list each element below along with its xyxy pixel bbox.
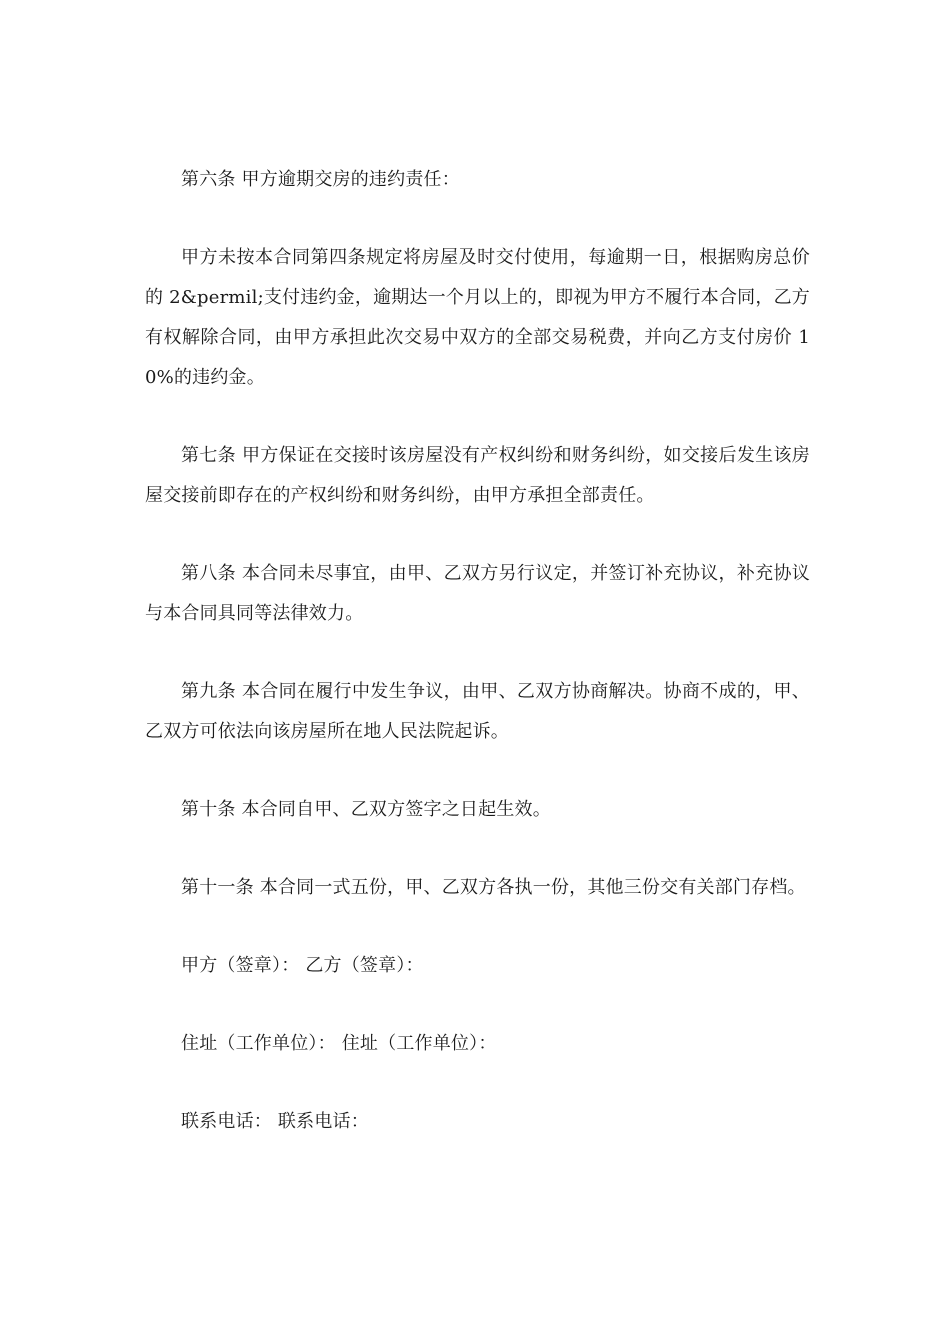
article-7: 第七条 甲方保证在交接时该房屋没有产权纠纷和财务纠纷，如交接后发生该房屋交接前即存在的产权纠纷和财务纠纷，由甲方承担全部责任。 — [145, 445, 810, 506]
contract-body — [145, 160, 810, 1142]
paragraph-gap — [145, 986, 810, 1024]
paragraph-gap — [145, 398, 810, 436]
article-6-body: 甲方未按本合同第四条规定将房屋及时交付使用，每逾期一日，根据购房总价的 2&permil;支付违约金，逾期达一个月以上的，即视为甲方不履行本合同，乙方有权解除合同，由甲方承担此次交易中双方的全部交易税费，并向乙方支付房价 10%的违约金。 — [145, 247, 810, 388]
phone-line: 联系电话： 联系电话： — [181, 1111, 369, 1132]
article-6-title: 第六条 甲方逾期交房的违约责任： — [181, 169, 460, 190]
address-line: 住址（工作单位）： 住址（工作单位）： — [181, 1033, 497, 1054]
paragraph-gap — [145, 752, 810, 790]
paragraph-gap — [145, 516, 810, 554]
paragraph-gap — [145, 908, 810, 946]
article-9: 第九条 本合同在履行中发生争议，由甲、乙双方协商解决。协商不成的，甲、乙双方可依法向该房屋所在地人民法院起诉。 — [145, 681, 810, 742]
article-8: 第八条 本合同未尽事宜，由甲、乙双方另行议定，并签订补充协议，补充协议与本合同具同等法律效力。 — [145, 563, 810, 624]
article-10: 第十条 本合同自甲、乙双方签字之日起生效。 — [181, 799, 551, 820]
paragraph-gap — [145, 830, 810, 868]
paragraph-gap — [145, 1064, 810, 1102]
paragraph-gap — [145, 634, 810, 672]
paragraph-gap — [145, 200, 810, 238]
article-11: 第十一条 本合同一式五份，甲、乙双方各执一份，其他三份交有关部门存档。 — [181, 877, 806, 898]
signature-line: 甲方（签章）： 乙方（签章）： — [181, 955, 424, 976]
